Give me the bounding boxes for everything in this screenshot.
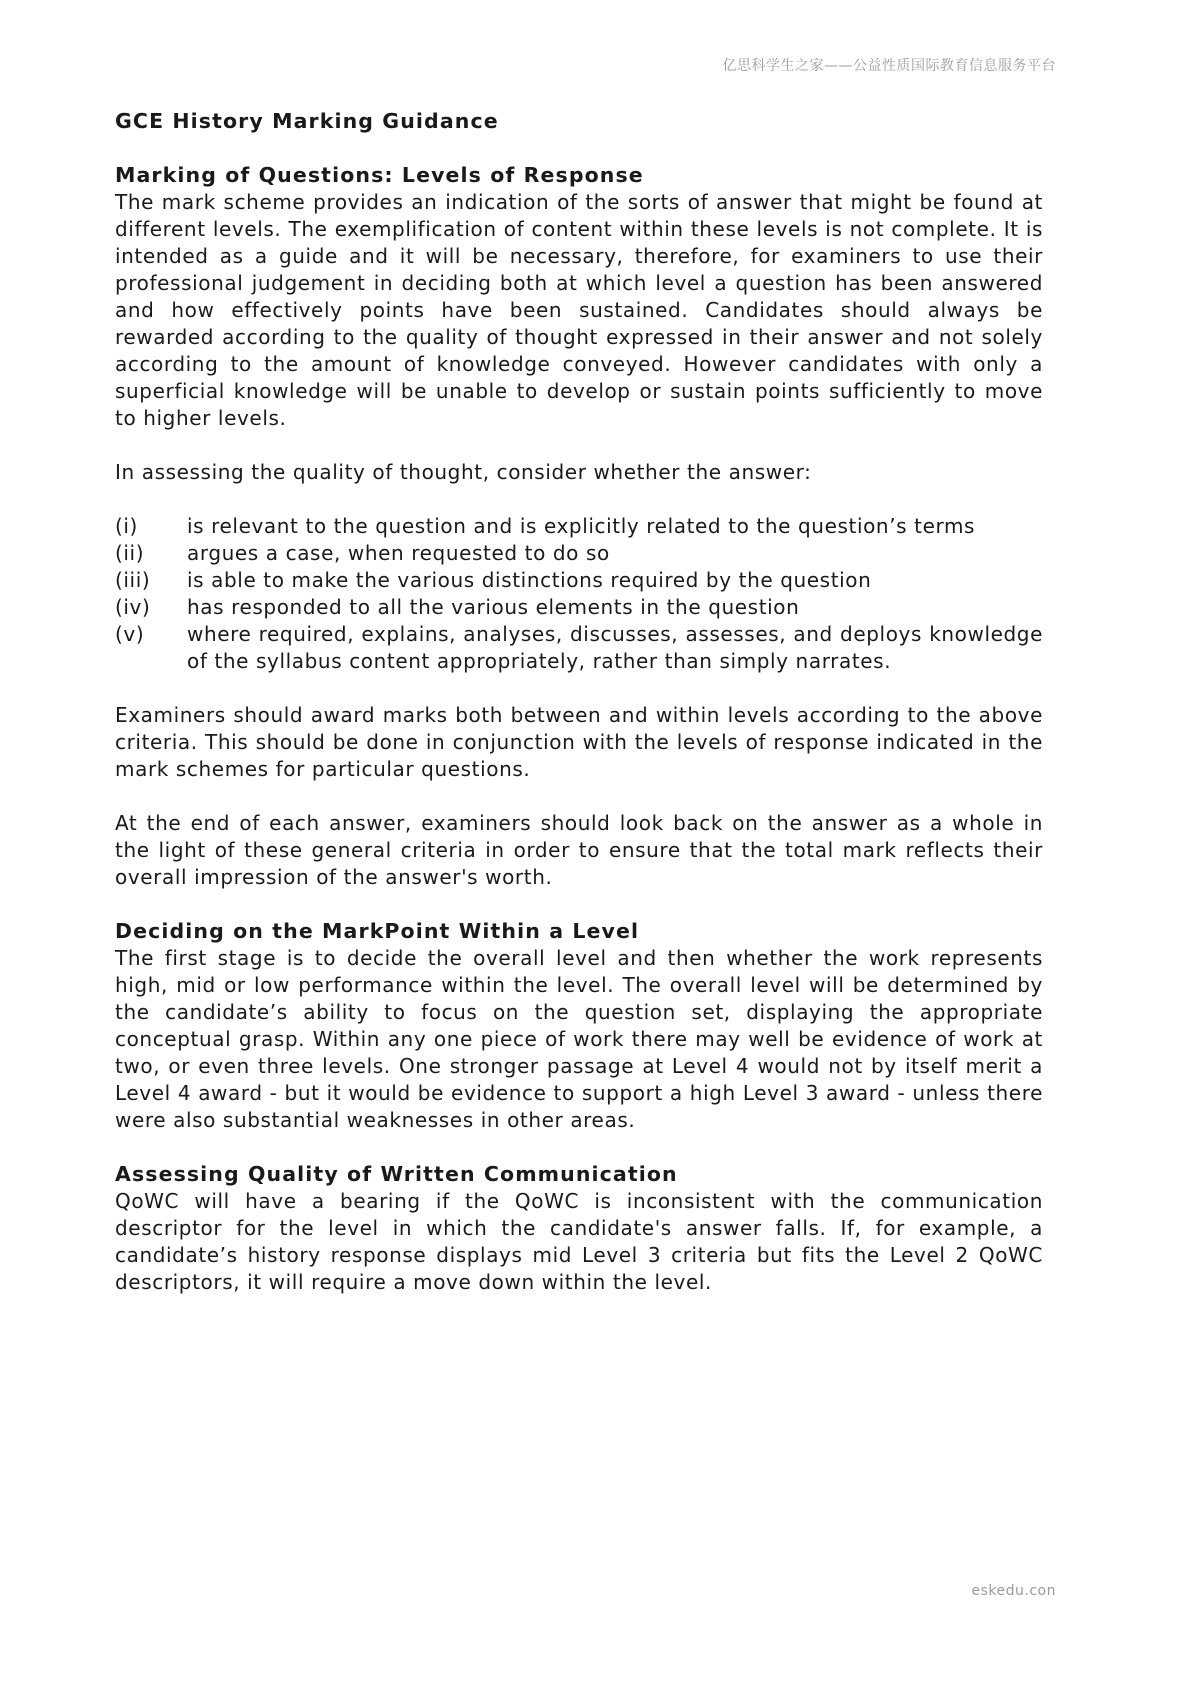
criteria-number: (i)	[115, 514, 138, 538]
criteria-text: where required, explains, analyses, discusses, assesses, and deploys knowledge of the syllabus content appropriately, rather than simply narrates.	[187, 622, 1043, 673]
criteria-number: (v)	[115, 622, 145, 646]
list-item	[115, 567, 1043, 594]
document-body	[115, 108, 1043, 1323]
levels-intro-paragraph: The mark scheme provides an indication of the sorts of answer that might be found at different levels. The exemplification of content within these levels is not complete. It is intended as a guide and it will be necessary, therefore, for examiners to use their professional judgement in deciding both at which level a question has been answered and how effectively points have been sustained. Candidates should always be rewarded according to the quality of thought expressed in their answer and not solely according to the amount of knowledge conveyed. However candidates with only a superficial knowledge will be unable to develop or sustain points sufficiently to move to higher levels.	[115, 190, 1043, 430]
footer-site: eskedu.con	[971, 1583, 1056, 1599]
criteria-text: is able to make the various distinctions required by the question	[187, 568, 872, 592]
section-heading-markpoint: Deciding on the MarkPoint Within a Level	[115, 919, 640, 943]
header-source-note: 亿思科学生之家——公益性质国际教育信息服务平台	[722, 58, 1056, 74]
list-item	[115, 594, 1043, 621]
end-of-answer-paragraph: At the end of each answer, examiners should look back on the answer as a whole in the light of these general criteria in order to ensure that the total mark reflects their overall impression of the answer's worth.	[115, 811, 1043, 889]
markpoint-paragraph: The first stage is to decide the overall level and then whether the work represents high, mid or low performance within the level. The overall level will be determined by the candidate’s ability to focus on the question set, displaying the appropriate conceptual grasp. Within any one piece of work there may well be evidence of work at two, or even three levels. One stronger passage at Level 4 would not by itself merit a Level 4 award - but it would be evidence to support a high Level 3 award - unless there were also substantial weaknesses in other areas.	[115, 946, 1043, 1132]
criteria-text: is relevant to the question and is explicitly related to the question’s terms	[187, 514, 976, 538]
quality-of-thought-lead: In assessing the quality of thought, consider whether the answer:	[115, 460, 812, 484]
list-item	[115, 540, 1043, 567]
criteria-number: (ii)	[115, 541, 145, 565]
section-heading-levels-of-response: Marking of Questions: Levels of Response	[115, 163, 644, 187]
criteria-text: argues a case, when requested to do so	[187, 541, 610, 565]
section-heading-qowc: Assessing Quality of Written Communication	[115, 1162, 678, 1186]
list-item	[115, 621, 1043, 675]
criteria-number: (iii)	[115, 568, 151, 592]
list-item	[115, 513, 1043, 540]
qowc-paragraph: QoWC will have a bearing if the QoWC is inconsistent with the communication descriptor for the level in which the candidate's answer falls. If, for example, a candidate’s history response displays mid Level 3 criteria but fits the Level 2 QoWC descriptors, it will require a move down within the level.	[115, 1189, 1043, 1294]
criteria-number: (iv)	[115, 595, 151, 619]
criteria-text: has responded to all the various elements in the question	[187, 595, 800, 619]
document-title: GCE History Marking Guidance	[115, 109, 499, 133]
criteria-list	[115, 513, 1043, 675]
award-marks-paragraph: Examiners should award marks both between and within levels according to the above criteria. This should be done in conjunction with the levels of response indicated in the mark schemes for particular questions.	[115, 703, 1043, 781]
